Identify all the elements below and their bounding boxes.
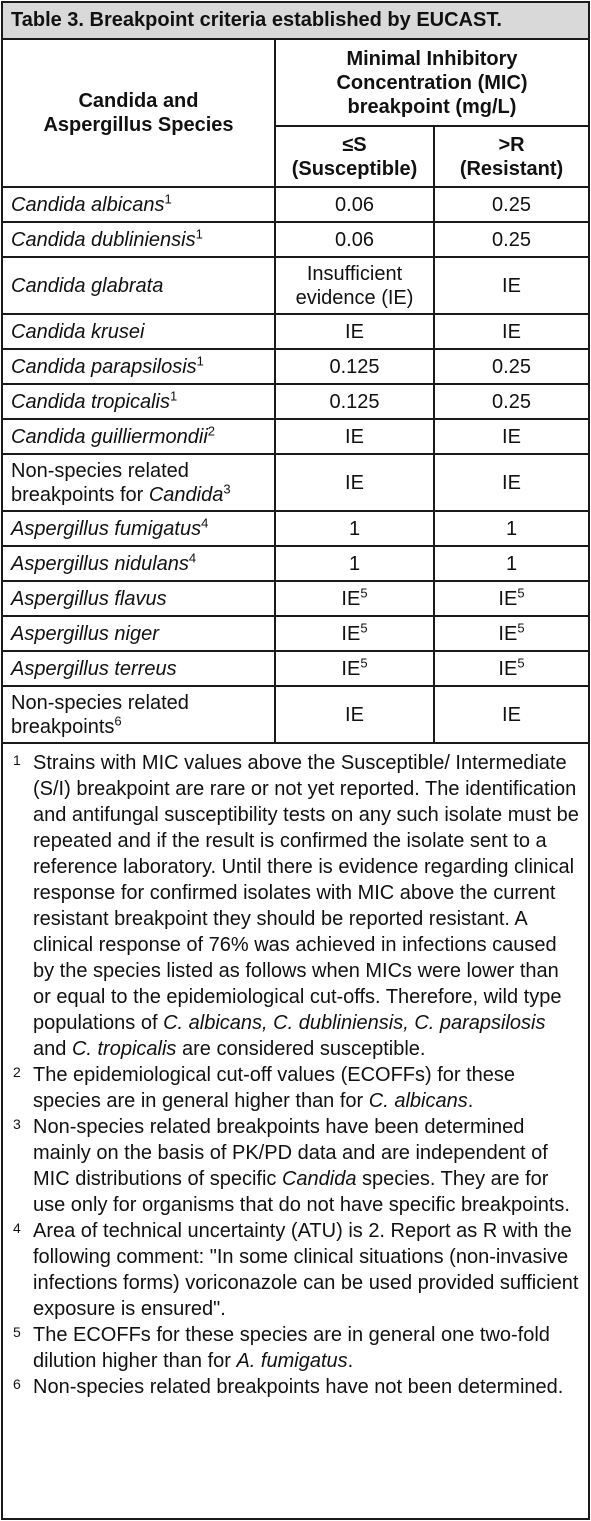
species-footnote-ref: 1 xyxy=(195,225,203,241)
resistant-value: IE xyxy=(502,274,521,297)
susceptible-label: (Susceptible) xyxy=(291,157,418,180)
table-row xyxy=(3,384,588,419)
footnote-text-part: Area of technical uncertainty (ATU) is 2. Report as R with the following comment: "In some clinical situations (non-invasive infections forms) voriconazole can be used provided sufficient exposure is ensured". xyxy=(33,1220,579,1320)
resistant-value-cell xyxy=(434,384,588,419)
resistant-value-cell xyxy=(434,314,588,349)
susceptible-value-cell xyxy=(275,419,434,454)
table-row xyxy=(3,419,588,454)
species-column-header: Candida and Aspergillus Species xyxy=(3,40,275,187)
susceptible-value: 0.125 xyxy=(329,355,380,378)
footnote-text xyxy=(33,750,580,1062)
footnote xyxy=(13,1114,580,1218)
resistant-value-cell xyxy=(434,187,588,222)
species-cell xyxy=(3,616,275,651)
species-footnote-ref: 3 xyxy=(223,480,231,496)
table-row xyxy=(3,511,588,546)
resistant-label: (Resistant) xyxy=(459,157,564,180)
footnote-mark: 6 xyxy=(13,1376,21,1392)
species-prefix: Non-species related breakpoints xyxy=(11,691,189,738)
mic-column-header: Minimal Inhibitory Concentration (MIC) breakpoint (mg/L) xyxy=(275,40,588,126)
resistant-value: 0.25 xyxy=(492,355,531,378)
susceptible-value: IE xyxy=(345,425,364,448)
susceptible-value: 1 xyxy=(348,552,361,575)
resistant-value: IE xyxy=(498,622,518,645)
susceptible-value-cell xyxy=(275,314,434,349)
species-name: Candida xyxy=(148,483,224,506)
value-footnote-ref: 5 xyxy=(360,654,368,670)
species-cell xyxy=(3,581,275,616)
species-footnote-ref: 4 xyxy=(201,514,209,530)
species-name: Candida guilliermondii xyxy=(11,425,208,448)
susceptible-value-cell xyxy=(275,349,434,384)
value-footnote-ref: 5 xyxy=(360,619,368,635)
species-name: Candida parapsilosis xyxy=(11,355,197,378)
species-name: Aspergillus terreus xyxy=(11,657,177,680)
resistant-value: 1 xyxy=(505,517,518,540)
table-row xyxy=(3,349,588,384)
table-row xyxy=(3,581,588,616)
species-name: Candida dubliniensis xyxy=(11,228,196,251)
species-cell xyxy=(3,257,275,314)
table-row xyxy=(3,546,588,581)
footnote-italic-text: C. albicans xyxy=(368,1090,468,1112)
footnote-text xyxy=(33,1062,580,1114)
susceptible-value-cell xyxy=(275,616,434,651)
species-name: Candida albicans xyxy=(11,193,165,216)
species-prefix: Non-species related breakpoints for xyxy=(11,459,189,506)
species-cell xyxy=(3,187,275,222)
species-name: Aspergillus flavus xyxy=(11,587,167,610)
susceptible-value-cell xyxy=(275,686,434,743)
footnote xyxy=(13,750,580,1062)
susceptible-value: IE xyxy=(341,622,361,645)
susceptible-value-cell xyxy=(275,384,434,419)
species-cell xyxy=(3,686,275,743)
footnote-italic-text: C. albicans, C. dubliniensis, C. parapsilosis xyxy=(163,1012,546,1034)
resistant-value-cell xyxy=(434,616,588,651)
footnote-text-part: Non-species related breakpoints have not been determined. xyxy=(33,1376,564,1398)
footnote-text-part: The epidemiological cut-off values (ECOFFs) for these species are in general higher than for xyxy=(33,1064,516,1112)
susceptible-value: IE xyxy=(341,657,361,680)
species-cell xyxy=(3,511,275,546)
susceptible-value-cell xyxy=(275,454,434,511)
resistant-value-cell xyxy=(434,581,588,616)
resistant-value: 0.25 xyxy=(492,390,531,413)
resistant-value-cell xyxy=(434,454,588,511)
breakpoint-table xyxy=(3,40,588,744)
footnote-text-part: The ECOFFs for these species are in general one two-fold dilution higher than for xyxy=(33,1324,550,1372)
footnotes xyxy=(3,744,588,1400)
table-row xyxy=(3,187,588,222)
value-footnote-ref: 5 xyxy=(517,619,525,635)
species-footnote-ref: 1 xyxy=(196,352,204,368)
table-row xyxy=(3,257,588,314)
resistant-value: IE xyxy=(502,703,521,726)
species-cell xyxy=(3,546,275,581)
footnote-text xyxy=(33,1322,580,1374)
resistant-value: IE xyxy=(498,657,518,680)
species-footnote-ref: 4 xyxy=(188,549,197,565)
resistant-value: 0.25 xyxy=(492,228,531,251)
resistant-value-cell xyxy=(434,257,588,314)
breakpoint-table-figure xyxy=(1,1,590,1520)
species-name: Aspergillus fumigatus xyxy=(11,517,202,540)
footnote-text-part: . xyxy=(467,1090,474,1112)
susceptible-value-cell xyxy=(275,651,434,686)
table-row xyxy=(3,314,588,349)
footnote xyxy=(13,1062,580,1114)
species-name: Candida krusei xyxy=(11,320,145,343)
species-cell xyxy=(3,222,275,257)
resistant-value-cell xyxy=(434,651,588,686)
susceptible-value-cell xyxy=(275,511,434,546)
footnote xyxy=(13,1322,580,1374)
table-row xyxy=(3,222,588,257)
species-name: Aspergillus nidulans xyxy=(11,552,189,575)
resistant-value-cell xyxy=(434,686,588,743)
table-title: Table 3. Breakpoint criteria established by EUCAST. xyxy=(3,3,588,40)
table-row xyxy=(3,454,588,511)
resistant-symbol: >R xyxy=(498,133,525,156)
resistant-value-cell xyxy=(434,222,588,257)
susceptible-value: Insufficient evidence (IE) xyxy=(295,262,414,309)
resistant-value: IE xyxy=(498,587,518,610)
susceptible-value: IE xyxy=(345,471,364,494)
resistant-value: IE xyxy=(502,320,521,343)
footnote-mark: 3 xyxy=(13,1116,21,1132)
resistant-value: IE xyxy=(502,471,521,494)
resistant-column-header xyxy=(434,126,588,187)
susceptible-value-cell xyxy=(275,546,434,581)
species-name: Candida glabrata xyxy=(11,274,164,297)
susceptible-value-cell xyxy=(275,257,434,314)
footnote-text-part: are considered susceptible. xyxy=(176,1038,426,1060)
species-cell xyxy=(3,384,275,419)
susceptible-value-cell xyxy=(275,187,434,222)
value-footnote-ref: 5 xyxy=(517,654,525,670)
susceptible-value: 1 xyxy=(348,517,361,540)
resistant-value-cell xyxy=(434,419,588,454)
species-footnote-ref: 1 xyxy=(169,387,178,403)
footnote-text-part: Non-species related breakpoints have been determined mainly on the basis of PK/PD data and are independent of MIC distributions of specific xyxy=(33,1116,548,1190)
footnote-text-part: and xyxy=(33,1038,72,1060)
susceptible-value: 0.06 xyxy=(335,193,374,216)
susceptible-value-cell xyxy=(275,581,434,616)
species-name: Candida tropicalis xyxy=(11,390,170,413)
table-body xyxy=(3,187,588,743)
species-cell xyxy=(3,454,275,511)
footnote-text-part: . xyxy=(347,1350,354,1372)
resistant-value-cell xyxy=(434,511,588,546)
susceptible-value: IE xyxy=(341,587,361,610)
footnote-italic-text: C. tropicalis xyxy=(71,1038,177,1060)
susceptible-column-header xyxy=(275,126,434,187)
footnote-text-part: Strains with MIC values above the Susceptible/ Intermediate (S/I) breakpoint are rare or not yet reported. The identification and antifungal susceptibility tests on any such isolate must be repeated and if the result is confirmed the isolate sent to a reference laboratory. Until there is evidence regarding clinical response for confirmed isolates with MIC above the current resistant breakpoint they should be reported resistant. A clinical response of 76% was achieved in infections caused by the species listed as follows when MICs were lower than or equal to the epidemiological cut-offs. Therefore, wild type populations of xyxy=(33,752,579,1034)
footnote-mark: 1 xyxy=(13,752,21,768)
table-row xyxy=(3,651,588,686)
footnote-text xyxy=(33,1218,580,1322)
footnote-mark: 5 xyxy=(13,1324,21,1340)
footnote-mark: 2 xyxy=(13,1064,21,1080)
resistant-value: IE xyxy=(502,425,521,448)
susceptible-value: 0.06 xyxy=(335,228,374,251)
susceptible-value: 0.125 xyxy=(329,390,380,413)
species-footnote-ref: 6 xyxy=(114,712,122,728)
value-footnote-ref: 5 xyxy=(360,584,368,600)
susceptible-symbol: ≤S xyxy=(342,133,367,156)
footnote-text xyxy=(33,1374,580,1400)
value-footnote-ref: 5 xyxy=(517,584,525,600)
footnote-text xyxy=(33,1114,580,1218)
resistant-value-cell xyxy=(434,349,588,384)
species-cell xyxy=(3,419,275,454)
species-name: Aspergillus niger xyxy=(11,622,159,645)
susceptible-value: IE xyxy=(345,703,364,726)
footnote xyxy=(13,1374,580,1400)
susceptible-value: IE xyxy=(345,320,364,343)
species-cell xyxy=(3,349,275,384)
table-row xyxy=(3,616,588,651)
species-footnote-ref: 2 xyxy=(207,422,216,438)
footnote xyxy=(13,1218,580,1322)
footnote-mark: 4 xyxy=(13,1220,21,1236)
footnote-italic-text: Candida xyxy=(281,1168,357,1190)
resistant-value-cell xyxy=(434,546,588,581)
species-footnote-ref: 1 xyxy=(164,190,172,206)
resistant-value: 1 xyxy=(505,552,518,575)
footnote-text-part: species. They are for use only for organisms that do not have specific breakpoints. xyxy=(33,1168,570,1216)
footnote-italic-text: A. fumigatus xyxy=(236,1350,348,1372)
resistant-value: 0.25 xyxy=(492,193,531,216)
species-cell xyxy=(3,314,275,349)
table-row xyxy=(3,686,588,743)
species-cell xyxy=(3,651,275,686)
susceptible-value-cell xyxy=(275,222,434,257)
